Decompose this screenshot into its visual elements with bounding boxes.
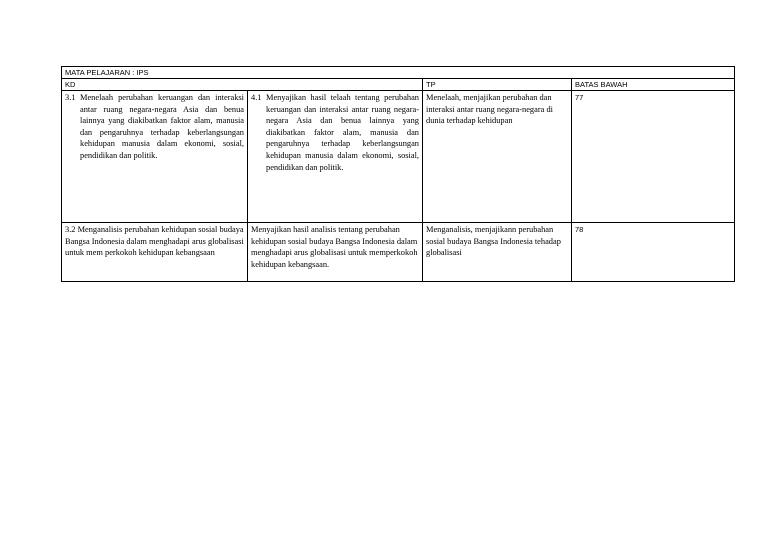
kd-number: 3.1 [65,93,76,102]
subject-label: MATA PELAJARAN : IPS [62,67,735,79]
tp-cell: Menelaah, menjajikan perubahan dan interaksi antar ruang negara-negara di dunia terhadap kehidupan [423,91,572,223]
skill-cell: Menyajikan hasil analisis tentang perubahan kehidupan sosial budaya Bangsa Indonesia dalam menghadapi arus globalisasi untuk memperkokoh kehidupan kebangsaan. [248,223,423,282]
curriculum-table [61,66,735,282]
header-batas-bawah: BATAS BAWAH [572,79,735,91]
tp-cell: Menganalisis, menjajikann perubahan sosial budaya Bangsa Indonesia tehadap globalisasi [423,223,572,282]
skill-number: 4.1 [251,93,262,102]
table-row [62,223,735,282]
subject-row [62,67,735,79]
skill-cell [248,91,423,223]
batas-bawah-value: 77 [572,91,735,223]
header-tp: TP [423,79,572,91]
kd-text: Menelaah perubahan keruangan dan interaksi antar ruang negara-negara Asia dan benua lainnya yang diakibatkan faktor alam, manusia dan pengaruhnya terhadap keberlangsungan kehidupan manusia dalam ekonomi, sosial, pendidikan dan politik. [80,93,244,160]
header-kd: KD [62,79,423,91]
kd-cell [62,91,248,223]
table-row [62,91,735,223]
kd-cell: 3.2 Menganalisis perubahan kehidupan sosial budaya Bangsa Indonesia dalam menghadapi arus globalisasi untuk mem perkokoh kehidupan kebangsaan [62,223,248,282]
skill-text: Menyajikan hasil telaah tentang perubahan keruangan dan interaksi antar ruang negara-negara Asia dan benua lainnya yang diakibatkan faktor alam, manusia dan pengaruhnya terhadap keberlangsungan kehidupan manusia dalam ekonomi, sosial, pendidikan dan politik. [266,93,419,172]
batas-bawah-value: 78 [572,223,735,282]
header-row [62,79,735,91]
